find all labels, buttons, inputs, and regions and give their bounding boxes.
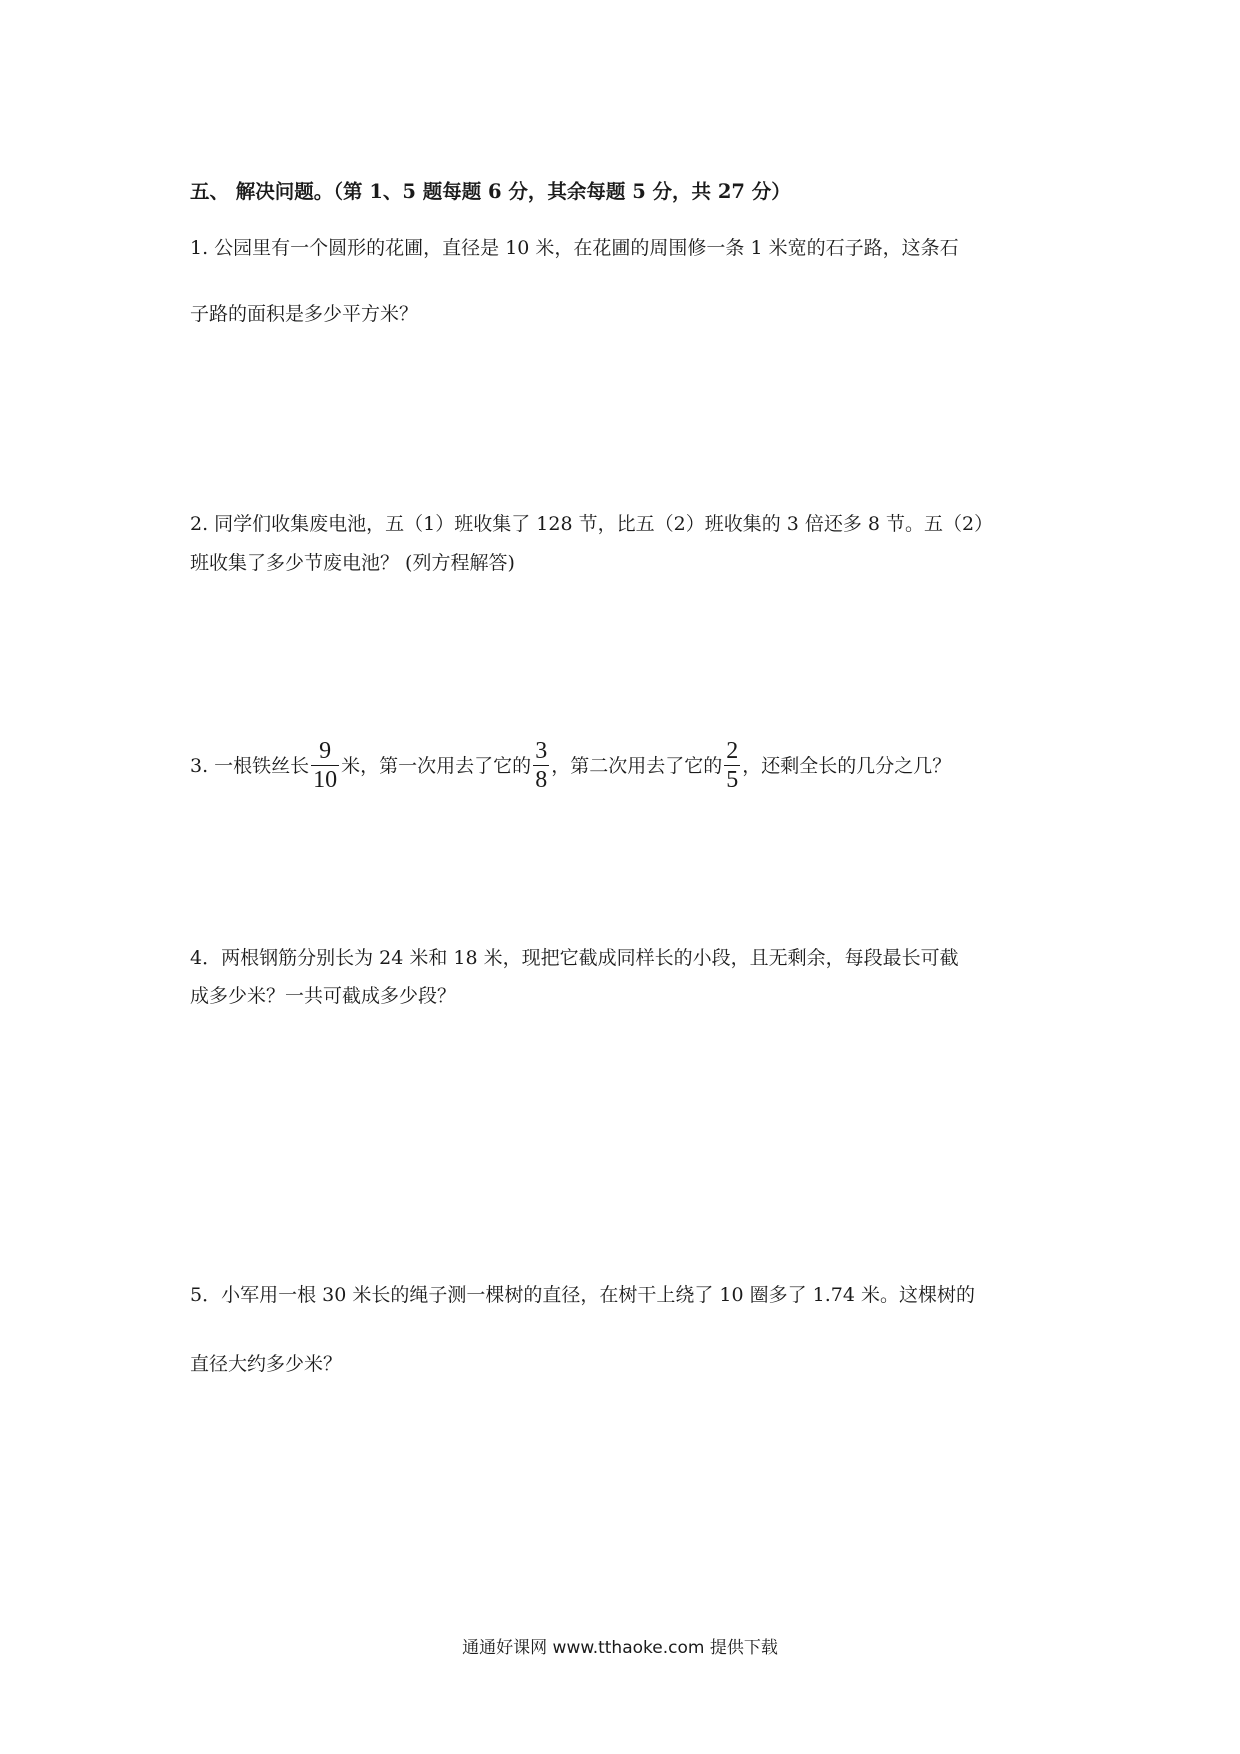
fraction-nine-tenths xyxy=(311,738,339,793)
fraction-denominator: 8 xyxy=(535,767,548,793)
fraction-bar xyxy=(533,765,549,766)
footer-credit: 通通好课网 www.tthaoke.com 提供下载 xyxy=(462,1638,778,1658)
fraction-two-fifths xyxy=(724,738,740,793)
fraction-denominator: 10 xyxy=(313,767,338,793)
question-2-line-1: 2. 同学们收集废电池，五（1）班收集了 128 节，比五（2）班收集的 3 倍还多 8 节。五（2） xyxy=(190,513,994,535)
question-4-line-2: 成多少米？一共可截成多少段？ xyxy=(190,985,457,1007)
fraction-bar xyxy=(311,765,339,766)
question-3 xyxy=(190,738,951,793)
question-1-line-2: 子路的面积是多少平方米？ xyxy=(190,303,419,325)
fraction-three-eighths xyxy=(533,738,549,793)
fraction-numerator: 9 xyxy=(319,738,332,764)
question-5-line-1: 5．小军用一根 30 米长的绳子测一棵树的直径，在树干上绕了 10 圈多了 1.74 米。这棵树的 xyxy=(190,1284,975,1306)
section-heading: 五、 解决问题。（第 1、5 题每题 6 分，其余每题 5 分，共 27 分） xyxy=(190,180,791,203)
question-2-line-2: 班收集了多少节废电池？ (列方程解答) xyxy=(190,552,515,574)
question-5-line-2: 直径大约多少米？ xyxy=(190,1353,343,1375)
question-1-line-1: 1. 公园里有一个圆形的花圃，直径是 10 米，在花圃的周围修一条 1 米宽的石子路，这条石 xyxy=(190,237,959,259)
question-4-line-1: 4．两根钢筋分别长为 24 米和 18 米，现把它截成同样长的小段，且无剩余，每段最长可截 xyxy=(190,947,959,969)
question-3-suffix: ，还剩全长的几分之几？ xyxy=(742,754,952,777)
fraction-numerator: 2 xyxy=(726,738,739,764)
question-3-mid-2: ，第二次用去了它的 xyxy=(551,754,723,777)
question-3-prefix: 3. 一根铁丝长 xyxy=(190,754,310,777)
fraction-numerator: 3 xyxy=(535,738,548,764)
question-3-mid-1: 米，第一次用去了它的 xyxy=(341,754,532,777)
fraction-denominator: 5 xyxy=(726,767,739,793)
fraction-bar xyxy=(724,765,740,766)
